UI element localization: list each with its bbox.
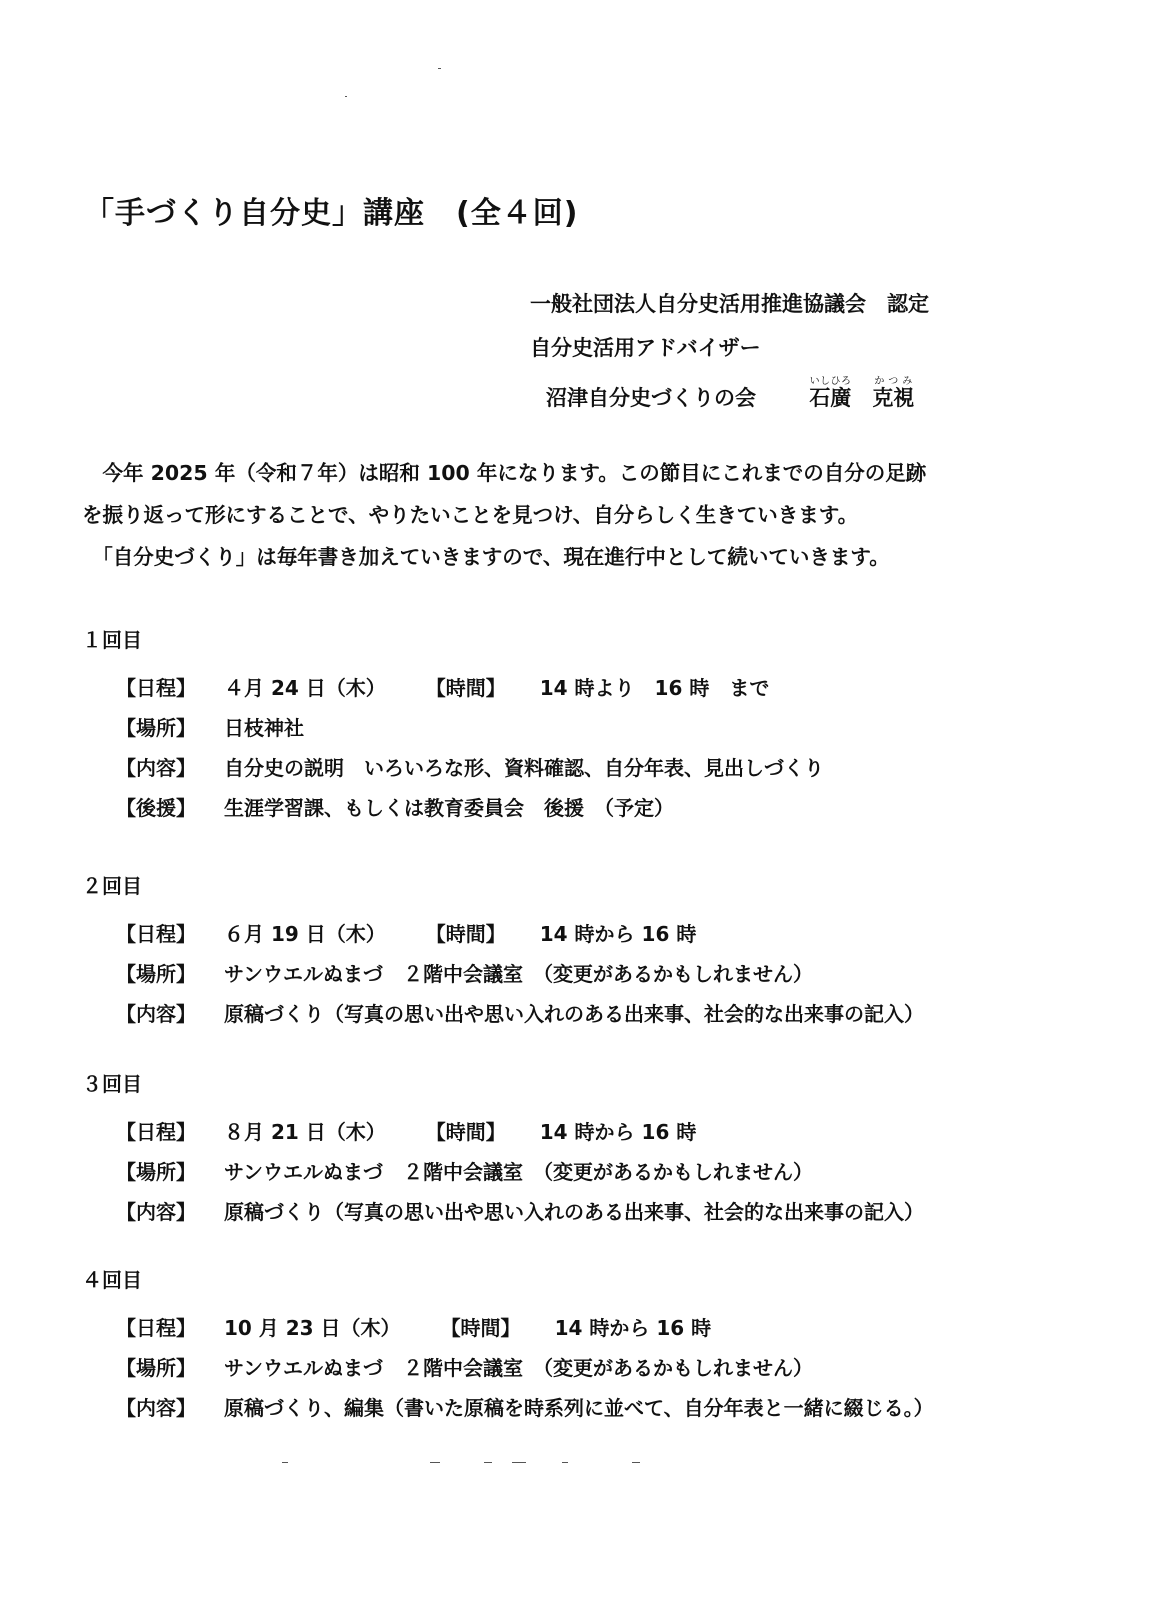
session-support: 生涯学習課、もしくは教育委員会 後援 （予定）	[224, 795, 674, 820]
content-label: 【内容】	[116, 1001, 196, 1026]
session-place-row	[82, 1346, 934, 1386]
session-title: ３回目	[82, 1072, 142, 1096]
intro-line: 「自分史づくり」は毎年書き加えていきますので、現在進行中として続いていきます。	[82, 545, 890, 569]
scan-speck	[484, 1462, 492, 1463]
session-date: ８月 21 日（木）	[224, 1119, 386, 1144]
author-given-name-ruby: かつみ	[872, 376, 915, 387]
content-label: 【内容】	[116, 755, 196, 780]
session-place-row	[82, 1150, 924, 1190]
author-given-name: 克視かつみ	[872, 376, 915, 410]
session-content: 原稿づくり（写真の思い出や思い入れのある出来事、社会的な出来事の記入）	[224, 1199, 924, 1224]
author-surname-ruby: いしひろ	[809, 376, 852, 387]
session-4	[82, 1264, 934, 1426]
date-label: 【日程】	[116, 675, 196, 700]
session-place: サンウエルぬまづ ２階中会議室 （変更があるかもしれません）	[224, 1159, 813, 1184]
session-date: 10 月 23 日（木）	[224, 1315, 401, 1340]
session-time: 14 時から 16 時	[554, 1315, 712, 1340]
session-content: 原稿づくり（写真の思い出や思い入れのある出来事、社会的な出来事の記入）	[224, 1001, 924, 1026]
content-label: 【内容】	[116, 1395, 196, 1420]
session-place: サンウエルぬまづ ２階中会議室 （変更があるかもしれません）	[224, 1355, 813, 1380]
session-time: 14 時から 16 時	[539, 1119, 697, 1144]
time-label: 【時間】	[425, 921, 506, 946]
session-title: １回目	[82, 628, 142, 652]
author-name	[809, 376, 915, 410]
session-time: 14 時から 16 時	[539, 921, 697, 946]
session-2	[82, 870, 924, 1032]
intro-line: を振り返って形にすることで、やりたいことを見つけ、自分らしく生きていきます。	[82, 503, 859, 527]
session-date: ６月 19 日（木）	[224, 921, 386, 946]
scan-speck	[430, 1462, 440, 1463]
session-content-row	[82, 746, 824, 786]
time-label: 【時間】	[425, 1119, 506, 1144]
support-label: 【後援】	[116, 795, 196, 820]
session-title: ４回目	[82, 1268, 142, 1292]
session-place-row	[82, 706, 824, 746]
place-label: 【場所】	[116, 715, 196, 740]
scan-speck	[282, 1462, 288, 1463]
date-label: 【日程】	[116, 921, 196, 946]
document-title: 「手づくり自分史」講座 (全４回)	[84, 196, 579, 231]
session-content: 原稿づくり、編集（書いた原稿を時系列に並べて、自分年表と一緒に綴じる。）	[224, 1395, 934, 1420]
intro-paragraph	[82, 452, 1092, 578]
author-group: 沼津自分史づくりの会	[546, 386, 756, 410]
date-label: 【日程】	[116, 1315, 196, 1340]
scan-speck	[562, 1462, 568, 1463]
session-content: 自分史の説明 いろいろな形、資料確認、自分年表、見出しづくり	[224, 755, 824, 780]
session-date-row	[82, 666, 824, 706]
session-date-row	[82, 912, 924, 952]
session-date-row	[82, 1110, 924, 1150]
place-label: 【場所】	[116, 1355, 196, 1380]
session-3	[82, 1068, 924, 1230]
scan-speck	[632, 1462, 640, 1463]
place-label: 【場所】	[116, 1159, 196, 1184]
session-content-row	[82, 1190, 924, 1230]
author-role: 自分史活用アドバイザー	[530, 336, 761, 360]
session-content-row	[82, 992, 924, 1032]
time-label: 【時間】	[425, 675, 506, 700]
scan-speck	[512, 1462, 526, 1463]
author-affiliation-line	[530, 376, 929, 420]
time-label: 【時間】	[440, 1315, 521, 1340]
content-label: 【内容】	[116, 1199, 196, 1224]
intro-line: 今年 2025 年（令和７年）は昭和 100 年になります。この節目にこれまでの自分の足跡	[82, 461, 927, 485]
session-place: 日枝神社	[224, 715, 304, 740]
author-organization-certification: 一般社団法人自分史活用推進協議会 認定	[530, 292, 929, 316]
session-place: サンウエルぬまづ ２階中会議室 （変更があるかもしれません）	[224, 961, 813, 986]
session-date-row	[82, 1306, 934, 1346]
session-title: ２回目	[82, 874, 142, 898]
date-label: 【日程】	[116, 1119, 196, 1144]
session-date: ４月 24 日（木）	[224, 675, 386, 700]
session-content-row	[82, 1386, 934, 1426]
place-label: 【場所】	[116, 961, 196, 986]
session-place-row	[82, 952, 924, 992]
session-1	[82, 624, 824, 826]
session-support-row	[82, 786, 824, 826]
author-block	[530, 288, 929, 420]
scan-speck	[345, 96, 347, 97]
session-time: 14 時より 16 時 まで	[539, 675, 770, 700]
scan-speck	[438, 68, 441, 69]
author-surname: 石廣いしひろ	[809, 376, 852, 410]
